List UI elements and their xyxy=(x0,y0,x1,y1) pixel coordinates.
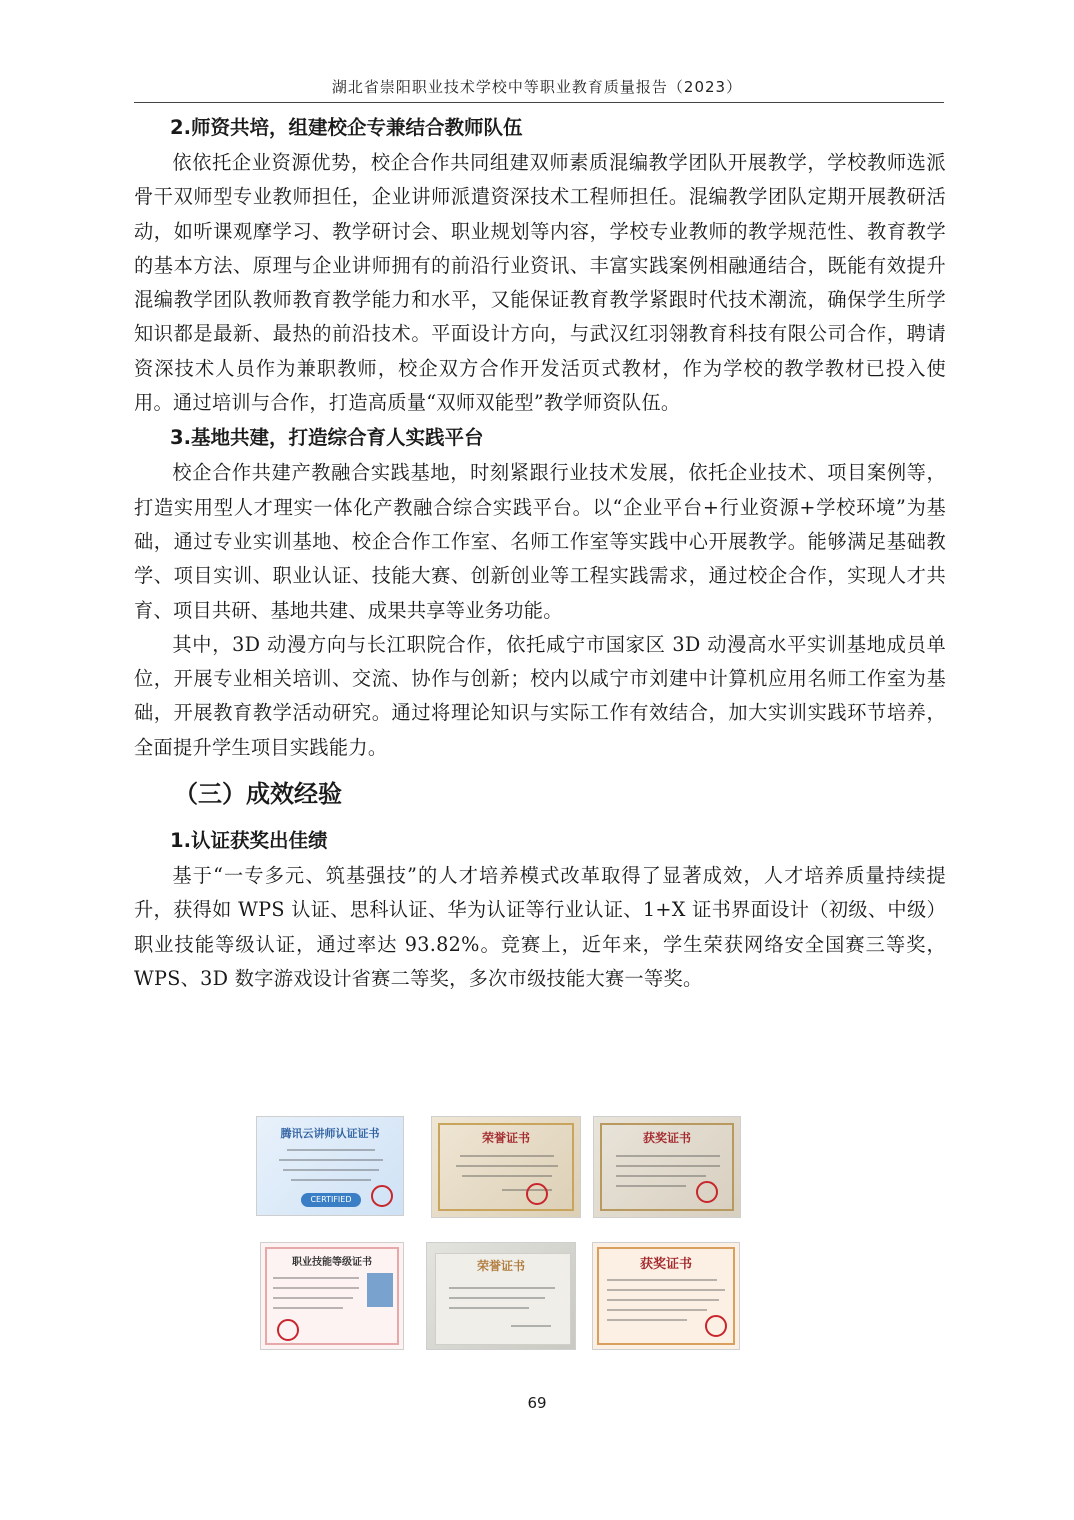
header-rule xyxy=(134,102,944,103)
seal-icon xyxy=(696,1181,718,1203)
section-heading-3: 3.基地共建，打造综合育人实践平台 xyxy=(170,426,484,450)
certificate-title: 获奖证书 xyxy=(639,1257,692,1272)
seal-icon xyxy=(705,1315,727,1337)
certificate-title: 获奖证书 xyxy=(642,1131,691,1145)
section-3-paragraph-2: 其中，3D 动漫方向与长江职院合作，依托咸宁市国家区 3D 动漫高水平实训基地成员单位，开展专业相关培训、交流、协作与创新；校内以咸宁市刘建中计算机应用名师工作室为基础，开展教育教学活动研究。通过将理论知识与实际工作有效结合，加大实训实践环节培养，全面提升学生项目实践能力。 xyxy=(134,632,946,759)
certified-badge: CERTIFIED xyxy=(301,1193,361,1207)
certificate-title: 荣誉证书 xyxy=(481,1131,530,1145)
main-heading-results: （三）成效经验 xyxy=(174,780,342,809)
section-heading-1: 1.认证获奖出佳绩 xyxy=(170,829,328,853)
page-number: 69 xyxy=(527,1394,547,1412)
section-2-paragraph: 依依托企业资源优势，校企合作共同组建双师素质混编教学团队开展教学，学校教师选派骨干双师型专业教师担任，企业讲师派遣资深技术工程师担任。混编教学团队定期开展教研活动，如听课观摩学习、教学研讨会、职业规划等内容，学校专业教师的教学规范性、教育教学的基本方法、原理与企业讲师拥有的前沿行业资讯、丰富实践案例相融通结合，既能有效提升混编教学团队教师教育教学能力和水平，又能保证教育教学紧跟时代技术潮流，确保学生所学知识都是最新、最热的前沿技术。平面设计方向，与武汉红羽翎教育科技有限公司合作，聘请资深技术人员作为兼职教师，校企双方合作开发活页式教材，作为学校的教学教材已投入使用。通过培训与合作，打造高质量“双师双能型”教学师资队伍。 xyxy=(134,151,946,415)
section-3-paragraph-1: 校企合作共建产教融合实践基地，时刻紧跟行业技术发展，依托企业技术、项目案例等，打造实用型人才理实一体化产教融合综合实践平台。以“企业平台+行业资源+学校环境”为基础，通过专业实训基地、校企合作工作室、名师工作室等实践中心开展教学。能够满足基础教学、项目实训、职业认证、技能大赛、创新创业等工程实践需求，通过校企合作，实现人才共育、项目共研、基地共建、成果共享等业务功能。 xyxy=(134,461,946,622)
certificate-photo-honor-2 xyxy=(426,1242,576,1350)
certificate-photo-vocational-skill xyxy=(260,1242,404,1350)
seal-icon xyxy=(277,1319,299,1341)
certificate-title: 荣誉证书 xyxy=(476,1259,525,1273)
gallery-row-2 xyxy=(256,1242,836,1347)
seal-icon xyxy=(526,1183,548,1205)
body-content xyxy=(134,110,946,996)
section-heading-2: 2.师资共培，组建校企专兼结合教师队伍 xyxy=(170,116,523,139)
certificate-title: 职业技能等级证书 xyxy=(292,1257,372,1268)
seal-icon xyxy=(371,1185,393,1207)
gallery-row-1 xyxy=(256,1116,836,1221)
certificate-photo-honor-1 xyxy=(431,1116,581,1218)
certificate-photo-award-2 xyxy=(592,1242,740,1350)
certificate-photo-tencent xyxy=(256,1116,404,1216)
certificate-title: 腾讯云讲师认证证书 xyxy=(280,1127,380,1140)
section-1-paragraph: 基于“一专多元、筑基强技”的人才培养模式改革取得了显著成效，人才培养质量持续提升，获得如 WPS 认证、思科认证、华为认证等行业认证、1+X 证书界面设计（初级、中级）职业技能等级认证，通过率达 93.82%。竞赛上，近年来，学生荣获网络安全国赛三等奖，WPS、3D 数字游戏设计省赛二等奖，多次市级技能大赛一等奖。 xyxy=(134,864,946,990)
running-header: 湖北省崇阳职业技术学校中等职业教育质量报告（2023） xyxy=(331,78,743,96)
certificate-photo-award-1 xyxy=(593,1116,741,1218)
portrait-photo xyxy=(367,1273,393,1307)
